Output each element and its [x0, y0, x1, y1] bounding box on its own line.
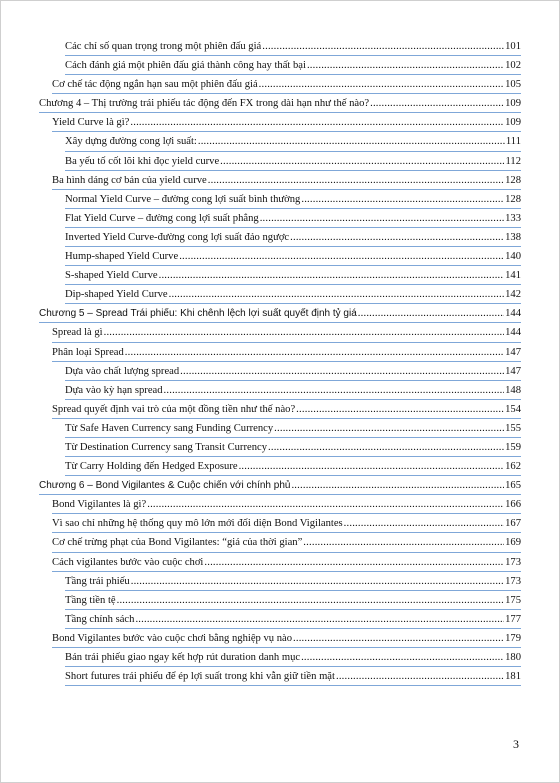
toc-entry-page: 166: [505, 499, 521, 511]
toc-entry-page: 141: [505, 270, 521, 282]
dot-leader: [104, 323, 505, 342]
toc-entry[interactable]: [1, 648, 560, 667]
toc-entry-link[interactable]: [39, 94, 521, 113]
toc-entry-page: 181: [505, 671, 521, 683]
toc-entry-title: Hump-shaped Yield Curve: [65, 251, 179, 263]
dot-leader: [164, 381, 505, 400]
toc-entry-title: Phân loại Spread: [52, 346, 124, 358]
page-number: 3: [513, 737, 519, 751]
dot-leader: [180, 362, 504, 381]
toc-entry-link[interactable]: [65, 381, 521, 400]
toc-entry[interactable]: [1, 323, 560, 342]
toc-entry-page: 109: [505, 117, 521, 129]
toc-entry-page: 167: [505, 518, 521, 530]
toc-entry-title: Vì sao chỉ những hệ thống quy mô lớn mới đối diện Bond Vigilantes: [52, 518, 343, 530]
toc-entry-page: 169: [505, 537, 521, 549]
dot-leader: [291, 476, 504, 495]
toc-entry-page: 144: [505, 308, 521, 320]
dot-leader: [307, 56, 504, 75]
toc-entry[interactable]: [1, 591, 560, 610]
dot-leader: [135, 610, 504, 629]
toc-entry-link[interactable]: [65, 457, 521, 476]
dot-leader: [296, 400, 504, 419]
toc-entry[interactable]: [1, 209, 560, 228]
toc-entry-link[interactable]: [65, 285, 521, 304]
toc-entry-page: 140: [505, 251, 521, 263]
toc-entry-title: Bond Vigilantes là gì?: [52, 499, 147, 511]
toc-entry-title: Cách vigilantes bước vào cuộc chơi: [52, 556, 204, 568]
toc-entry[interactable]: [1, 362, 560, 381]
toc-entry-link[interactable]: [52, 171, 521, 190]
toc-entry-link[interactable]: [52, 514, 521, 533]
toc-entry-title: Chương 5 – Spread Trái phiếu: Khi chênh lệch lợi suất quyết định tỷ giá: [39, 308, 357, 320]
toc-entry-page: 128: [505, 193, 521, 205]
toc-entry-page: 154: [505, 403, 521, 415]
toc-entry-link[interactable]: [52, 400, 521, 419]
toc-entry-page: 102: [505, 60, 521, 72]
toc-entry-title: Tầng tiền tệ: [65, 594, 116, 606]
toc-entry-link[interactable]: [65, 56, 521, 75]
toc-entry-page: 109: [505, 98, 521, 110]
dot-leader: [259, 75, 504, 94]
toc-entry[interactable]: [1, 304, 560, 323]
toc-entry-link[interactable]: [65, 362, 521, 381]
toc-entry-link[interactable]: [52, 323, 521, 342]
toc-entry[interactable]: [1, 553, 560, 572]
dot-leader: [198, 132, 505, 151]
toc-entry[interactable]: [1, 190, 560, 209]
toc-entry[interactable]: [1, 533, 560, 552]
toc-entry-link[interactable]: [52, 533, 521, 552]
dot-leader: [370, 94, 504, 113]
toc-entry-page: 162: [505, 461, 521, 473]
dot-leader: [117, 591, 505, 610]
toc-entry-link[interactable]: [39, 304, 521, 323]
dot-leader: [130, 113, 504, 132]
toc-entry-title: S-shaped Yield Curve: [65, 270, 158, 282]
toc-entry-title: Cơ chế tác động ngắn hạn sau một phiên đấu giá: [52, 79, 258, 91]
toc-entry-page: 147: [505, 346, 521, 358]
toc-entry-page: 133: [505, 212, 521, 224]
toc-entry-title: Ba hình dáng cơ bản của yield curve: [52, 174, 207, 186]
dot-leader: [262, 37, 504, 56]
dot-leader: [179, 247, 504, 266]
dot-leader: [274, 419, 504, 438]
toc-entry-title: Tầng trái phiếu: [65, 575, 130, 587]
toc-entry[interactable]: [1, 56, 560, 75]
toc-entry-link[interactable]: [52, 343, 521, 362]
dot-leader: [290, 228, 504, 247]
toc-entry[interactable]: [1, 132, 560, 151]
dot-leader: [147, 495, 504, 514]
toc-entry-title: Yield Curve là gì?: [52, 117, 130, 129]
toc-entry-page: 155: [505, 422, 521, 434]
toc-entry-link[interactable]: [65, 610, 521, 629]
toc-entry-page: 111: [505, 136, 521, 148]
toc-entry-title: Cơ chế trừng phạt của Bond Vigilantes: “giá của thời gian”: [52, 537, 303, 549]
toc-entry-link[interactable]: [65, 266, 521, 285]
dot-leader: [220, 152, 504, 171]
toc-entry-page: 138: [505, 231, 521, 243]
toc-entry[interactable]: [1, 514, 560, 533]
toc-entry[interactable]: [1, 285, 560, 304]
dot-leader: [293, 629, 504, 648]
toc-entry[interactable]: [1, 37, 560, 56]
toc-entry-page: 147: [505, 365, 521, 377]
toc-entry-title: Xây dựng đường cong lợi suất:: [65, 136, 197, 148]
toc-entry-title: Từ Destination Currency sang Transit Currency: [65, 441, 267, 453]
toc-entry-link[interactable]: [65, 648, 521, 667]
toc-entry[interactable]: [1, 400, 560, 419]
toc-entry-page: 144: [505, 327, 521, 339]
toc-entry[interactable]: [1, 495, 560, 514]
toc-entry-link[interactable]: [52, 553, 521, 572]
toc-entry[interactable]: [1, 667, 560, 686]
dot-leader: [336, 667, 504, 686]
toc-entry-title: Normal Yield Curve – đường cong lợi suất bình thường: [65, 193, 301, 205]
toc-entry-link[interactable]: [65, 572, 521, 591]
toc-entry-title: Các chỉ số quan trọng trong một phiên đấu giá: [65, 41, 262, 52]
toc-entry[interactable]: [1, 228, 560, 247]
toc-entry-title: Spread quyết định vai trò của một đồng tiền như thế nào?: [52, 403, 296, 415]
dot-leader: [239, 457, 505, 476]
toc-entry-title: Short futures trái phiếu để ép lợi suất trong khi vẫn giữ tiền mặt: [65, 671, 335, 683]
toc-entry-page: 173: [505, 556, 521, 568]
dot-leader: [125, 343, 504, 362]
toc-entry[interactable]: [1, 419, 560, 438]
toc-entry[interactable]: [1, 113, 560, 132]
toc-entry-page: 180: [505, 652, 521, 663]
dot-leader: [358, 304, 504, 323]
toc-entry-link[interactable]: [52, 495, 521, 514]
toc-entry-link[interactable]: [65, 438, 521, 457]
toc-entry-title: Chương 6 – Bond Vigilantes & Cuộc chiến với chính phủ: [39, 480, 291, 492]
toc-entry[interactable]: [1, 171, 560, 190]
toc-entry-title: Flat Yield Curve – đường cong lợi suất phẳng: [65, 212, 259, 224]
dot-leader: [301, 190, 504, 209]
dot-leader: [208, 171, 504, 190]
dot-leader: [159, 266, 505, 285]
toc-entry-link[interactable]: [52, 113, 521, 132]
toc-entry-link[interactable]: [65, 190, 521, 209]
toc-entry-link[interactable]: [65, 209, 521, 228]
toc-entry-link[interactable]: [65, 591, 521, 610]
dot-leader: [268, 438, 504, 457]
toc-entry[interactable]: [1, 610, 560, 629]
dot-leader: [344, 514, 504, 533]
toc-entry-link[interactable]: [65, 37, 521, 56]
toc-entry-page: 112: [505, 155, 521, 167]
toc-entry-title: Cách đánh giá một phiên đấu giá thành công hay thất bại: [65, 60, 306, 72]
toc-entry-page: 105: [505, 79, 521, 91]
toc-entry-page: 173: [505, 575, 521, 587]
toc-entry[interactable]: [1, 247, 560, 266]
toc-entry[interactable]: [1, 381, 560, 400]
toc-entry-title: Spread là gì: [52, 327, 103, 339]
table-of-contents: [1, 37, 560, 686]
toc-entry-title: Bán trái phiếu giao ngay kết hợp rút duration danh mục: [65, 652, 301, 663]
toc-entry-link[interactable]: [65, 228, 521, 247]
toc-entry-link[interactable]: [65, 247, 521, 266]
toc-entry-link[interactable]: [52, 75, 521, 94]
toc-entry-page: 175: [505, 594, 521, 606]
toc-entry-title: Bond Vigilantes bước vào cuộc chơi bằng nghiệp vụ nào: [52, 632, 293, 644]
toc-entry-page: 128: [505, 174, 521, 186]
toc-entry-title: Dựa vào chất lượng spread: [65, 365, 180, 377]
toc-entry-title: Ba yếu tố cốt lõi khi đọc yield curve: [65, 155, 220, 167]
toc-entry-link[interactable]: [39, 476, 521, 495]
toc-entry[interactable]: [1, 266, 560, 285]
toc-entry[interactable]: [1, 572, 560, 591]
toc-entry[interactable]: [1, 75, 560, 94]
toc-entry[interactable]: [1, 476, 560, 495]
toc-entry[interactable]: [1, 457, 560, 476]
toc-entry-title: Dip-shaped Yield Curve: [65, 289, 168, 301]
toc-entry-link[interactable]: [52, 629, 521, 648]
toc-entry[interactable]: [1, 343, 560, 362]
toc-entry[interactable]: [1, 94, 560, 113]
toc-entry-page: 159: [505, 441, 521, 453]
toc-entry-title: Tầng chính sách: [65, 613, 135, 625]
dot-leader: [131, 572, 504, 591]
dot-leader: [303, 533, 504, 552]
toc-entry[interactable]: [1, 438, 560, 457]
toc-entry-page: 148: [505, 384, 521, 396]
toc-entry-link[interactable]: [65, 132, 521, 151]
toc-entry-link[interactable]: [65, 419, 521, 438]
toc-entry-title: Chương 4 – Thị trường trái phiếu tác động đến FX trong dài hạn như thế nào?: [39, 98, 370, 110]
toc-entry-title: Từ Safe Haven Currency sang Funding Currency: [65, 422, 274, 434]
toc-entry-title: Dựa vào kỳ hạn spread: [65, 384, 163, 396]
toc-entry-page: 177: [505, 613, 521, 625]
toc-entry-title: Inverted Yield Curve-đường cong lợi suất đảo ngược: [65, 231, 290, 243]
toc-entry-title: Từ Carry Holding đến Hedged Exposure: [65, 461, 238, 473]
toc-entry-link[interactable]: [65, 667, 521, 686]
toc-entry-page: 142: [505, 289, 521, 301]
toc-entry-page: 179: [505, 632, 521, 644]
toc-entry[interactable]: [1, 629, 560, 648]
toc-entry-link[interactable]: [65, 152, 521, 171]
dot-leader: [169, 285, 505, 304]
dot-leader: [204, 553, 504, 572]
toc-entry-page: 101: [505, 41, 521, 52]
toc-entry-page: 165: [505, 480, 521, 492]
toc-entry[interactable]: [1, 152, 560, 171]
dot-leader: [301, 648, 504, 667]
dot-leader: [260, 209, 504, 228]
